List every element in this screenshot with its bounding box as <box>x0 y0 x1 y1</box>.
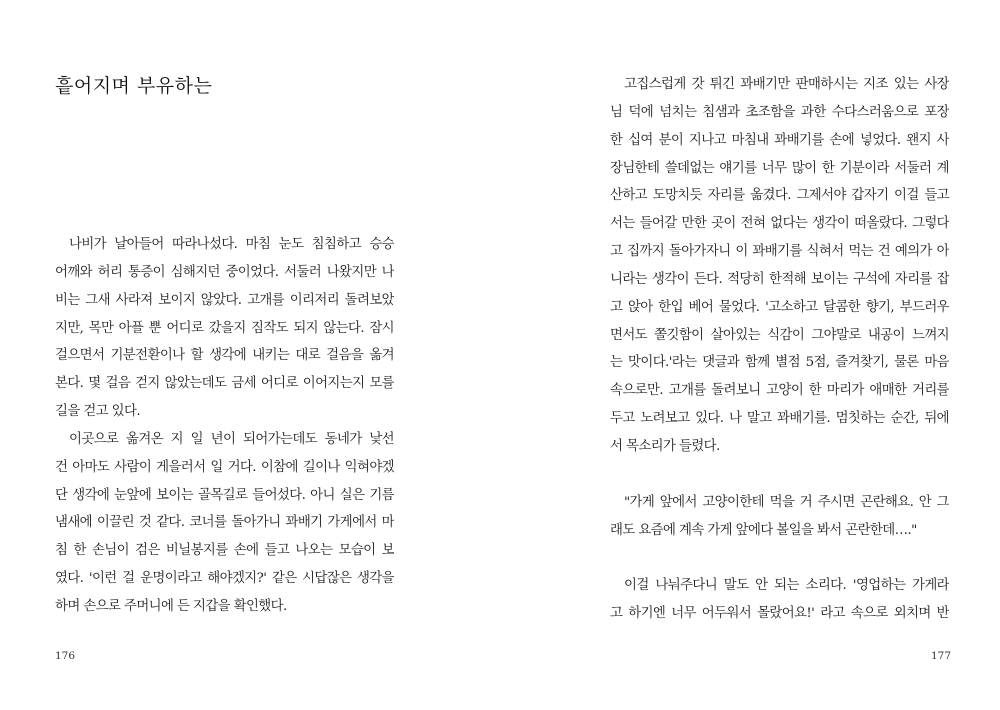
paragraph-line: 길을 걷고 있다. <box>55 404 140 420</box>
paragraph-line: 지만, 목만 아플 뿐 어디로 갔을지 짐작도 되지 않는다. 잠시 <box>55 320 394 336</box>
paragraph-line: 한 십여 분이 지나고 마침내 꽈배기를 손에 넣었다. 왠지 사 <box>610 132 949 148</box>
paragraph-line: 니라는 생각이 든다. 적당히 한적해 보이는 구석에 자리를 잡 <box>610 271 949 287</box>
paragraph-line: 님 덕에 넘치는 침샘과 초조함을 과한 수다스러움으로 포장 <box>610 104 949 120</box>
paragraph-spacer <box>610 544 949 572</box>
chapter-title: 흩어지며 부유하는 <box>55 75 213 97</box>
paragraph-line: 본다. 몇 걸음 걷지 않았는데도 금세 어디로 이어지는지 모를 <box>55 376 394 392</box>
dialogue-line: "가게 앞에서 고양이한테 먹을 거 주시면 곤란해요. 안 그 <box>624 494 949 510</box>
page-number: 177 <box>931 650 952 662</box>
paragraph-line: 하며 손으로 주머니에 든 지갑을 확인했다. <box>55 598 287 614</box>
dialogue-line: 래도 요즘에 계속 가게 앞에다 볼일을 봐서 곤란한데…." <box>610 522 917 538</box>
paragraph-line: 장님한테 쓸데없는 얘기를 너무 많이 한 기분이라 서둘러 계 <box>610 160 949 176</box>
paragraph-line: 속으로만. 고개를 돌려보니 고양이 한 마리가 애매한 거리를 <box>610 383 949 399</box>
paragraph-line: 냄새에 이끌린 것 같다. 코너를 돌아가니 꽈배기 가게에서 마 <box>55 515 394 531</box>
paragraph-line: 고 하기엔 너무 어두워서 몰랐어요!' 라고 속으로 외치며 반 <box>610 606 949 622</box>
paragraph-line: 면서도 쫄깃함이 살아있는 식감이 그야말로 내공이 느껴지 <box>610 327 949 343</box>
paragraph-line: 고집스럽게 갓 튀긴 꽈배기만 판매하시는 지조 있는 사장 <box>624 77 949 92</box>
paragraph-line: 나비가 날아들어 따라나섰다. 마침 눈도 침침하고 승승 <box>69 237 394 252</box>
paragraph-line: 걸으면서 기분전환이나 할 생각에 내키는 대로 걸음을 옮겨 <box>55 348 394 364</box>
paragraph-line: 고 앉아 한입 베어 물었다. '고소하고 달콤한 향기, 부드러우 <box>610 299 949 315</box>
left-page-body <box>55 231 394 621</box>
paragraph-line: 어깨와 허리 통증이 심해지던 중이었다. 서둘러 나왔지만 나 <box>55 264 394 280</box>
paragraph-line: 였다. '이런 걸 운명이라고 해야겠지?' 같은 시답잖은 생각을 <box>55 571 394 587</box>
paragraph-line: 산하고 도망치듯 자리를 옮겼다. 그제서야 갑자기 이걸 들고 <box>610 188 949 204</box>
right-page <box>500 0 1000 710</box>
paragraph-line: 고 집까지 돌아가자니 이 꽈배기를 식혀서 먹는 건 예의가 아 <box>610 244 949 260</box>
paragraph-line: 는 맛이다.'라는 댓글과 함께 별점 5점, 즐겨찾기, 물론 마음 <box>610 355 949 371</box>
paragraph-line: 침 한 손님이 검은 비닐봉지를 손에 들고 나오는 모습이 보 <box>55 543 394 559</box>
right-page-body <box>610 71 949 628</box>
paragraph-line: 이걸 나눠주다니 말도 안 되는 소리다. '영업하는 가게라 <box>624 578 949 594</box>
paragraph-line: 이곳으로 옮겨온 지 일 년이 되어가는데도 동네가 낯선 <box>69 431 394 447</box>
paragraph-line: 두고 노려보고 있다. 나 말고 꽈배기를. 멈칫하는 순간, 뒤에 <box>610 411 949 427</box>
paragraph-line: 건 아마도 사람이 게을러서 일 거다. 이참에 길이나 익혀야겠 <box>55 459 394 475</box>
paragraph-spacer <box>610 461 949 489</box>
page-number: 176 <box>55 650 76 662</box>
paragraph-line: 비는 그새 사라져 보이지 않았다. 고개를 이리저리 돌려보았 <box>55 292 394 308</box>
paragraph-line: 단 생각에 눈앞에 보이는 골목길로 들어섰다. 아니 실은 기름 <box>55 487 394 503</box>
paragraph-line: 서 목소리가 들렸다. <box>610 438 720 454</box>
paragraph-line: 서는 들어갈 만한 곳이 전혀 없다는 생각이 떠올랐다. 그렇다 <box>610 216 949 232</box>
